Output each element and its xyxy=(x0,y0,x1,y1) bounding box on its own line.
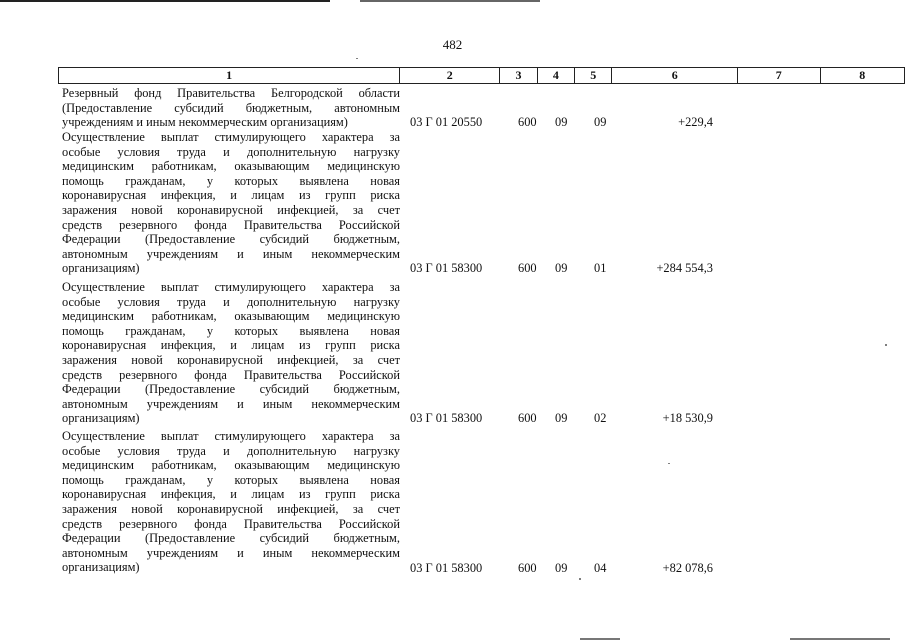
row-amount: +229,4 xyxy=(678,115,713,130)
scan-speck xyxy=(356,58,358,59)
description-line: средств резервного фонда Правительства Российской xyxy=(62,516,400,531)
column-header-3: 3 xyxy=(500,68,537,84)
description-line: автономным учреждениям и иным некоммерческим xyxy=(62,246,400,261)
description-line: помощь гражданам, у которых выявлена новая xyxy=(62,472,400,487)
description-line: Осуществление выплат стимулирующего характера за xyxy=(62,280,400,294)
description-line: учреждениям и иным некоммерческим организациям) xyxy=(62,115,348,130)
description-line: Осуществление выплат стимулирующего характера за xyxy=(62,130,400,144)
column-header-6: 6 xyxy=(612,68,738,84)
column-header-2: 2 xyxy=(400,68,500,84)
row-col-3: 600 xyxy=(518,115,537,130)
row-amount: +82 078,6 xyxy=(662,561,713,576)
row-col-3: 600 xyxy=(518,411,537,426)
row-col-5: 04 xyxy=(594,561,607,576)
description-line: заражения новой коронавирусной инфекцией, за счет xyxy=(62,501,400,516)
column-header-row xyxy=(59,68,905,84)
description-line: помощь гражданам, у которых выявлена новая xyxy=(62,173,400,188)
description-line: (Предоставление субсидий бюджетным, автономным xyxy=(62,100,400,115)
description-line: заражения новой коронавирусной инфекцией, за счет xyxy=(62,352,400,367)
row-amount: +284 554,3 xyxy=(656,261,713,276)
description-line: медицинским работникам, оказывающим медицинскую xyxy=(62,159,400,174)
row-col-4: 09 xyxy=(555,561,568,576)
description-line: особые условия труда и дополнительную нагрузку xyxy=(62,144,400,159)
description-line: особые условия труда и дополнительную нагрузку xyxy=(62,294,400,309)
row-col-4: 09 xyxy=(555,411,568,426)
description-line: средств резервного фонда Правительства Российской xyxy=(62,367,400,382)
description-line: медицинским работникам, оказывающим медицинскую xyxy=(62,309,400,324)
description-line: организациям) xyxy=(62,261,140,276)
column-header-1: 1 xyxy=(59,68,400,84)
description-line: Осуществление выплат стимулирующего характера за xyxy=(62,429,400,443)
row-col-5: 02 xyxy=(594,411,607,426)
row-col-5: 01 xyxy=(594,261,607,276)
description-line: коронавирусная инфекция, и лицам из групп риска xyxy=(62,338,400,353)
table-row xyxy=(58,429,905,576)
table-row xyxy=(58,86,905,130)
description-line: средств резервного фонда Правительства Российской xyxy=(62,217,400,232)
description-line: особые условия труда и дополнительную нагрузку xyxy=(62,443,400,458)
row-description xyxy=(62,429,400,575)
row-amount: +18 530,9 xyxy=(662,411,713,426)
column-header-4: 4 xyxy=(537,68,574,84)
column-header-7: 7 xyxy=(738,68,820,84)
row-col-3: 600 xyxy=(518,561,537,576)
row-col-4: 09 xyxy=(555,261,568,276)
description-line: помощь гражданам, у которых выявлена новая xyxy=(62,323,400,338)
row-description xyxy=(62,130,400,276)
description-line: организациям) xyxy=(62,411,140,426)
top-scan-rule xyxy=(0,0,905,2)
column-header-table xyxy=(58,67,905,84)
row-code: 03 Г 01 58300 xyxy=(410,411,483,426)
description-line: коронавирусная инфекция, и лицам из групп риска xyxy=(62,487,400,502)
scan-speck xyxy=(668,463,670,464)
column-header-5: 5 xyxy=(575,68,612,84)
row-col-5: 09 xyxy=(594,115,607,130)
description-line: автономным учреждениям и иным некоммерческим xyxy=(62,396,400,411)
description-line: организациям) xyxy=(62,560,140,575)
row-code: 03 Г 01 58300 xyxy=(410,561,483,576)
table-row xyxy=(58,130,905,276)
row-col-3: 600 xyxy=(518,261,537,276)
column-header-8: 8 xyxy=(820,68,904,84)
row-description xyxy=(62,280,400,426)
description-line: Федерации (Предоставление субсидий бюджетным, xyxy=(62,382,400,397)
row-col-4: 09 xyxy=(555,115,568,130)
row-code: 03 Г 01 58300 xyxy=(410,261,483,276)
description-line: Резервный фонд Правительства Белгородской области xyxy=(62,86,400,100)
description-line: автономным учреждениям и иным некоммерческим xyxy=(62,545,400,560)
description-line: медицинским работникам, оказывающим медицинскую xyxy=(62,458,400,473)
scan-speck xyxy=(885,344,887,346)
row-code: 03 Г 01 20550 xyxy=(410,115,483,130)
description-line: Федерации (Предоставление субсидий бюджетным, xyxy=(62,232,400,247)
row-description xyxy=(62,86,400,130)
page-number: 482 xyxy=(442,37,463,52)
description-line: Федерации (Предоставление субсидий бюджетным, xyxy=(62,531,400,546)
description-line: коронавирусная инфекция, и лицам из групп риска xyxy=(62,188,400,203)
table-row xyxy=(58,280,905,426)
scan-speck xyxy=(579,578,581,580)
description-line: заражения новой коронавирусной инфекцией, за счет xyxy=(62,202,400,217)
